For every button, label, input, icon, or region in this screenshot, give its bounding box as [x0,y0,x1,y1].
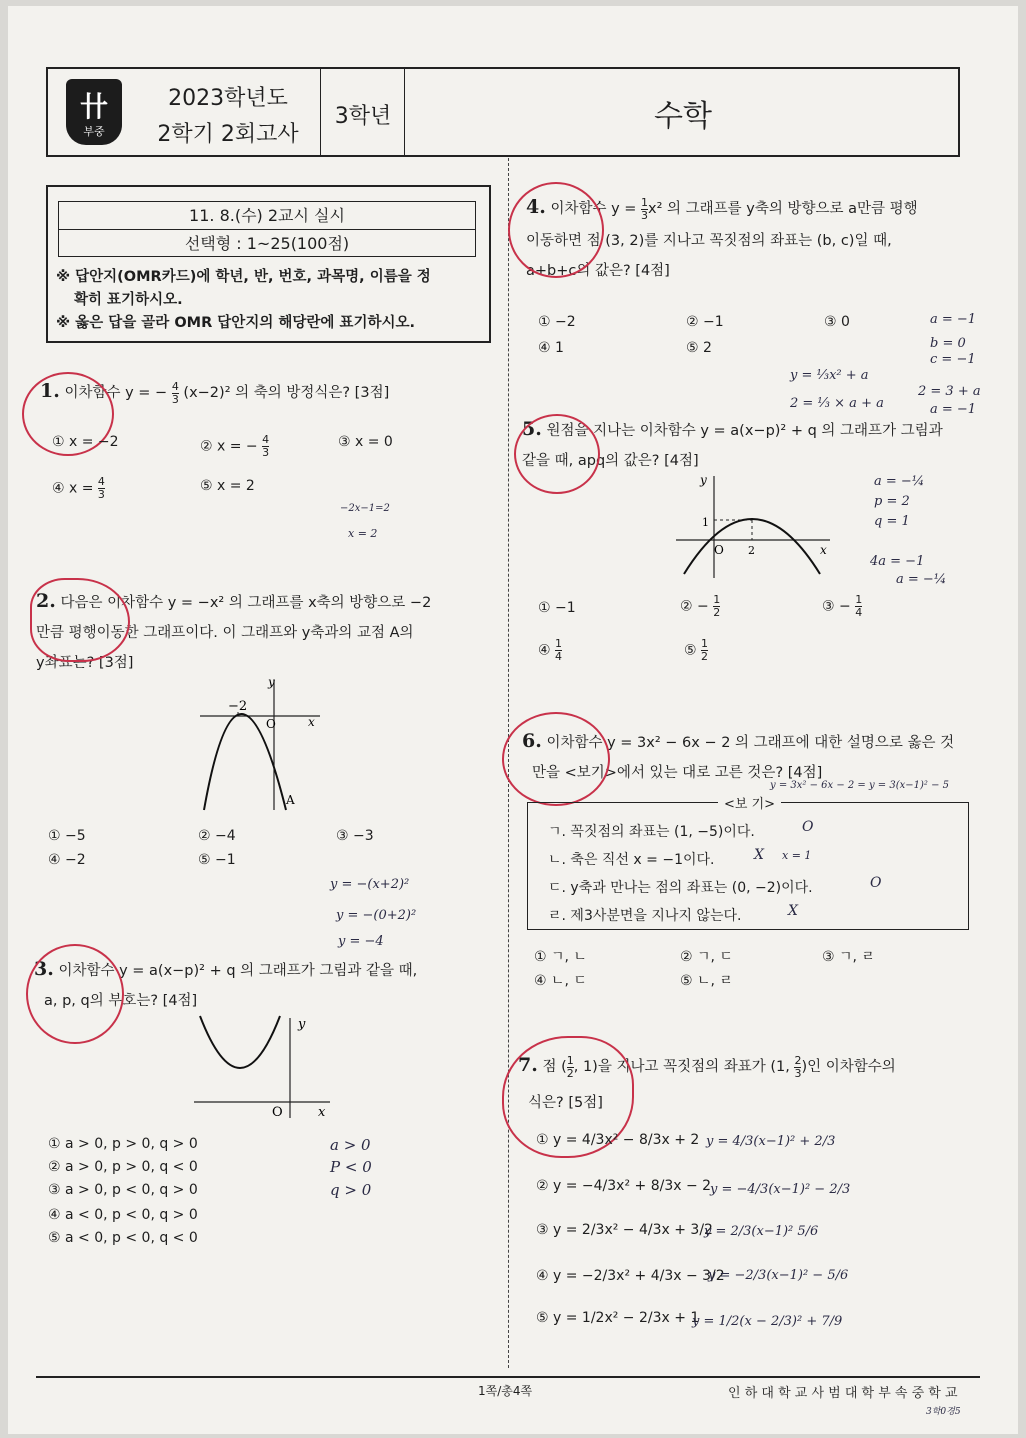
q7-handwriting-2: y = −4/3(x−1)² − 2/3 [710,1182,851,1197]
red-circle-mark [514,414,600,494]
instruction-2: ※ 옳은 답을 골라 OMR 답안지의 해당란에 표기하시오. [56,315,415,331]
question-6: 6. 이차함수 y = 3x² − 6x − 2 의 그래프에 대한 설명으로 옳은 것 만을 <보기>에서 있는 대로 고른 것은? [4점] [522,730,955,781]
school-name: 인 하 대 학 교 사 범 대 학 부 속 중 학 교 [728,1386,958,1401]
q5-handwriting-2: p = 2 [874,494,910,509]
q2-choice-5[interactable]: ⑤ −1 [198,852,236,868]
bogi-box [527,797,969,930]
q3-choice-4[interactable]: ④ a < 0, p < 0, q > 0 [48,1207,198,1223]
q1-choice-1[interactable]: ① x = −2 [52,434,119,450]
q4-handwriting-2: b = 0 [930,336,966,351]
q7-handwriting-1: y = 4/3(x−1)² + 2/3 [706,1134,836,1149]
red-circle-mark [30,578,130,662]
page-number: 1쪽/총4쪽 [478,1384,533,1398]
q5-graph-origin: O [714,543,724,557]
q3-choice-1[interactable]: ① a > 0, p > 0, q > 0 [48,1136,198,1152]
q4-choice-1[interactable]: ① −2 [538,314,576,330]
bogi-title: <보 기> [718,793,781,812]
q7-choice-4[interactable]: ④ y = −2/3x² + 4/3x − 3/2 [536,1268,725,1284]
q3-graph-y-label: y [298,1017,306,1032]
q6-choice-2[interactable]: ② ㄱ, ㄷ [680,949,733,965]
q2-graph-point-a: A [286,793,295,807]
q4-handwriting-4: y = ⅓x² + a [790,368,869,383]
q4-handwriting-5: 2 = ⅓ × a + a [790,396,884,411]
bogi-item-1: ㄱ. 꼭짓점의 좌표는 (1, −5)이다. [548,824,755,840]
question-2: 2. 다음은 이차함수 y = −x² 의 그래프를 x축의 방향으로 −2 만큼 평행이동한 그래프이다. 이 그래프와 y축과의 교점 A의 y좌표는? [3점] [36,590,432,671]
q4-choice-5[interactable]: ⑤ 2 [686,340,712,356]
q2-choice-1[interactable]: ① −5 [48,828,86,844]
q3-graph [190,1012,340,1122]
q6-choice-3[interactable]: ③ ㄱ, ㄹ [822,949,875,965]
q5-graph [674,472,834,582]
q4-handwriting-1: a = −1 [930,312,977,327]
q1-handwriting-2: x = 2 [348,527,378,540]
q5-graph-x-label: x [820,543,827,557]
q3-handwriting-1: a > 0 [330,1136,371,1154]
q5-choice-5[interactable]: ⑤ $\frac{1}{2}$ [684,637,709,663]
grade: 3학년 [334,104,392,129]
q5-handwriting-3: q = 1 [874,514,910,529]
exam-date: 11. 8.(수) 2교시 실시 [189,206,345,225]
q4-choice-3[interactable]: ③ 0 [824,314,850,330]
q3-handwriting-3: q > 0 [330,1181,372,1199]
bogi-item-3: ㄷ. y축과 만나는 점의 좌표는 (0, −2)이다. [548,880,813,896]
q5-choice-3[interactable]: ③ − $\frac{1}{4}$ [822,593,863,619]
q3-choice-5[interactable]: ⑤ a < 0, p < 0, q < 0 [48,1230,198,1246]
question-7: 7. 점 ( $\frac{1}{2}$ , 1)을 지나고 꼭짓점의 좌표가 (1, $\frac{2}{3}$ )인 이차함수의 식은? [5점] [518,1053,896,1111]
q4-handwriting-7: a = −1 [930,402,977,417]
q1-handwriting-1: −2x−1=2 [340,503,390,514]
instruction-box [46,185,491,343]
q5-handwriting-5: a = −¼ [896,572,947,587]
question-4: 4. 이차함수 y = $\frac{1}{3}$ x² 의 그래프를 y축의 방향으로 a만큼 평행 이동하면 점 (3, 2)를 지나고 꼭짓점의 좌표는 (b, c)일 때, a+b+c의 값은? [4점] [526,195,918,279]
q1-choice-5[interactable]: ⑤ x = 2 [200,478,255,494]
q5-choice-2[interactable]: ② − $\frac{1}{2}$ [680,593,721,619]
q3-graph-origin: O [272,1105,283,1120]
q5-handwriting-1: a = −¼ [874,474,925,489]
q2-graph-minus2: −2 [228,699,248,714]
q6-choice-5[interactable]: ⑤ ㄴ, ㄹ [680,973,733,989]
q3-graph-x-label: x [318,1105,326,1120]
exam-term: 2학기 2회고사 [157,122,299,147]
q5-handwriting-4: 4a = −1 [870,554,925,569]
q4-handwriting-6: 2 = 3 + a [918,384,981,399]
q2-handwriting-2: y = −(0+2)² [336,908,417,923]
footer-stamp: 3학0경5 [926,1407,961,1417]
bogi-mark-1: O [802,819,814,835]
q6-handwriting-top: y = 3x² − 6x − 2 = y = 3(x−1)² − 5 [770,780,950,791]
q7-handwriting-4: y = −2/3(x−1)² − 5/6 [708,1268,849,1283]
q2-choice-3[interactable]: ③ −3 [336,828,374,844]
red-circle-mark [502,712,610,806]
subject-title: 수학 [654,99,712,134]
bogi-mark-4: X [788,903,798,919]
q1-choice-3[interactable]: ③ x = 0 [338,434,393,450]
q3-choice-2[interactable]: ② a > 0, p > 0, q < 0 [48,1159,198,1175]
q7-handwriting-5: y = 1/2(x − 2/3)² + 7/9 [692,1314,843,1329]
red-circle-mark [26,944,124,1044]
instruction-1: ※ 답안지(OMR카드)에 학년, 반, 번호, 과목명, 이름을 정 [56,269,431,285]
logo-school-name: 부중 [83,125,105,138]
instruction-1-cont: 확히 표기하시오. [74,292,183,308]
question-5: 5. 원점을 지나는 이차함수 y = a(x−p)² + q 의 그래프가 그림과 같을 때, apq의 값은? [4점] [522,418,943,469]
q2-graph-origin: O [266,717,276,731]
q2-choice-4[interactable]: ④ −2 [48,852,86,868]
exam-header [46,67,960,157]
q2-handwriting-3: y = −4 [338,934,384,949]
bogi-item-4: ㄹ. 제3사분면을 지나지 않는다. [548,908,742,924]
exam-type: 선택형 : 1~25(100점) [59,229,475,257]
footer-rule [36,1376,980,1378]
bogi-mark-2: X [754,847,764,863]
q2-graph [190,672,330,812]
q4-choice-2[interactable]: ② −1 [686,314,724,330]
question-3: 3. 이차함수 y = a(x−p)² + q 의 그래프가 그림과 같을 때, a, p, q의 부호는? [4점] [34,958,418,1009]
question-1: 1. 이차함수 y = − $\frac{4}{3}$ (x−2)² 의 축의 방정식은? [3점] [40,379,390,406]
school-logo [66,79,122,145]
q5-choice-1[interactable]: ① −1 [538,600,576,616]
q2-choice-2[interactable]: ② −4 [198,828,236,844]
logo-mark: 卄 [79,90,108,123]
q5-graph-tick-2: 2 [748,544,755,557]
q3-handwriting-2: P < 0 [330,1158,372,1176]
bogi-mark-2b: x = 1 [782,849,812,862]
bogi-item-2: ㄴ. 축은 직선 x = −1이다. [548,852,715,868]
q5-graph-y-label: y [700,473,707,487]
q4-handwriting-3: c = −1 [930,352,976,367]
q7-choice-2[interactable]: ② y = −4/3x² + 8/3x − 2 [536,1178,712,1194]
q5-choice-4[interactable]: ④ $\frac{1}{4}$ [538,637,563,663]
q7-choice-1[interactable]: ① y = 4/3x² − 8/3x + 2 [536,1132,700,1148]
q6-choice-4[interactable]: ④ ㄴ, ㄷ [534,973,587,989]
q4-choice-4[interactable]: ④ 1 [538,340,564,356]
q7-choice-3[interactable]: ③ y = 2/3x² − 4/3x + 3/2 [536,1222,713,1238]
q7-choice-5[interactable]: ⑤ y = 1/2x² − 2/3x + 1 [536,1310,700,1326]
q2-handwriting-1: y = −(x+2)² [330,877,410,892]
exam-year: 2023학년도 [168,86,288,111]
red-circle-mark [508,182,604,278]
q1-choice-2[interactable]: ② x = − $\frac{4}{3}$ [200,433,270,459]
q1-choice-4[interactable]: ④ x = $\frac{4}{3}$ [52,475,105,501]
q5-graph-tick-1: 1 [702,516,709,529]
q3-choice-3[interactable]: ③ a > 0, p < 0, q > 0 [48,1182,198,1198]
bogi-mark-3: O [870,875,882,891]
q7-handwriting-3: y = 2/3(x−1)² 5/6 [704,1224,819,1239]
q6-choice-1[interactable]: ① ㄱ, ㄴ [534,949,587,965]
q2-graph-y-label: y [268,675,275,689]
q2-graph-x-label: x [308,715,315,729]
